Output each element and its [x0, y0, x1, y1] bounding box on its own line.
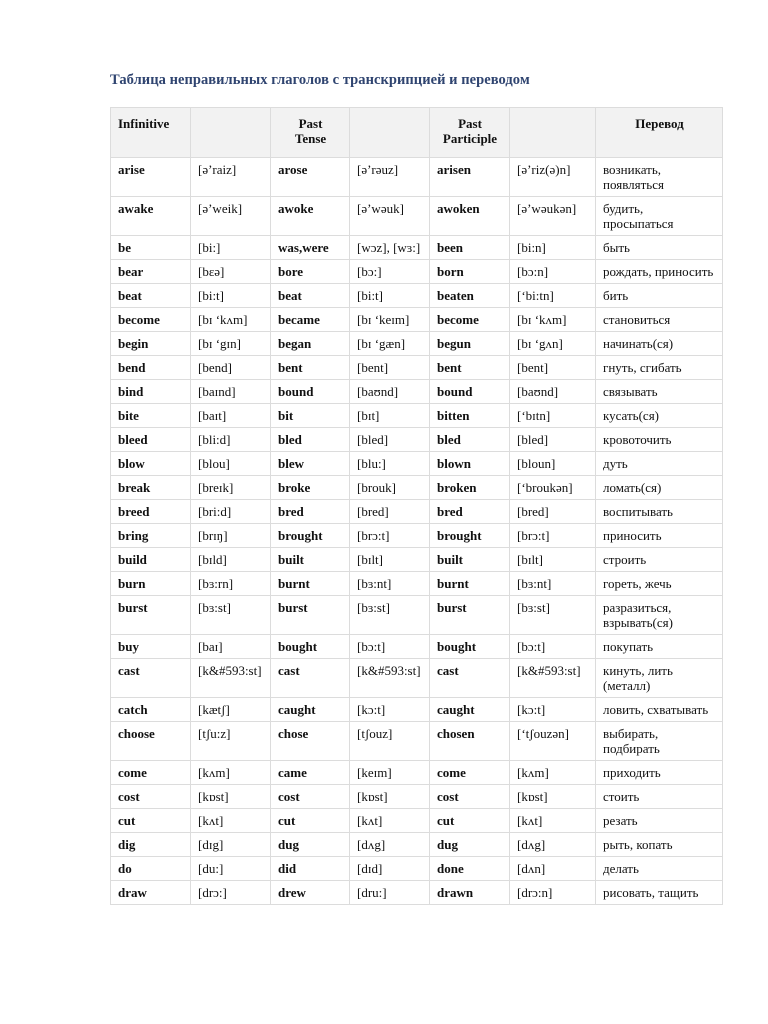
table-row: [111, 332, 723, 356]
cell-past-participle: burnt: [430, 572, 510, 596]
cell-past-participle-transcription: [ə’wəukən]: [510, 197, 596, 236]
table-row: [111, 857, 723, 881]
cell-past-participle: built: [430, 548, 510, 572]
cell-infinitive: choose: [111, 722, 191, 761]
cell-past-participle-transcription: [dʌn]: [510, 857, 596, 881]
cell-past-participle-transcription: [‘bɪtn]: [510, 404, 596, 428]
header-translation: Перевод: [596, 108, 723, 158]
cell-translation: связывать: [596, 380, 723, 404]
table-row: [111, 881, 723, 905]
header-past-tense-transcription: [350, 108, 430, 158]
cell-past-participle: burst: [430, 596, 510, 635]
cell-past-tense-transcription: [bɪlt]: [350, 548, 430, 572]
cell-past-tense-transcription: [bled]: [350, 428, 430, 452]
cell-translation: начинать(ся): [596, 332, 723, 356]
cell-past-tense-transcription: [dɪd]: [350, 857, 430, 881]
cell-past-participle-transcription: [brɔ:t]: [510, 524, 596, 548]
table-row: [111, 236, 723, 260]
cell-past-tense-transcription: [blu:]: [350, 452, 430, 476]
cell-infinitive-transcription: [bi:]: [191, 236, 271, 260]
table-body: [111, 108, 723, 905]
cell-past-tense-transcription: [k&#593:st]: [350, 659, 430, 698]
cell-past-participle-transcription: [bloun]: [510, 452, 596, 476]
cell-past-participle-transcription: [‘broukən]: [510, 476, 596, 500]
cell-past-tense-transcription: [bɪt]: [350, 404, 430, 428]
cell-translation: гнуть, сгибать: [596, 356, 723, 380]
cell-infinitive: become: [111, 308, 191, 332]
cell-past-participle-transcription: [bɪlt]: [510, 548, 596, 572]
cell-translation: быть: [596, 236, 723, 260]
cell-infinitive: bring: [111, 524, 191, 548]
table-row: [111, 356, 723, 380]
table-row: [111, 524, 723, 548]
cell-past-participle-transcription: [kʌt]: [510, 809, 596, 833]
cell-infinitive-transcription: [baɪnd]: [191, 380, 271, 404]
cell-translation: ловить, схватывать: [596, 698, 723, 722]
cell-past-tense-transcription: [dʌg]: [350, 833, 430, 857]
cell-past-participle-transcription: [kɒst]: [510, 785, 596, 809]
cell-past-tense-transcription: [bɪ ‘keɪm]: [350, 308, 430, 332]
cell-infinitive-transcription: [breɪk]: [191, 476, 271, 500]
cell-infinitive: catch: [111, 698, 191, 722]
cell-past-participle: cast: [430, 659, 510, 698]
cell-past-tense: bought: [271, 635, 350, 659]
table-row: [111, 785, 723, 809]
cell-past-tense-transcription: [wɔz], [wɜ:]: [350, 236, 430, 260]
cell-infinitive-transcription: [drɔ:]: [191, 881, 271, 905]
cell-past-participle: drawn: [430, 881, 510, 905]
cell-past-tense: chose: [271, 722, 350, 761]
header-past-tense: Past Tense: [271, 108, 350, 158]
cell-past-participle-transcription: [bi:n]: [510, 236, 596, 260]
cell-infinitive-transcription: [ə’raiz]: [191, 158, 271, 197]
cell-infinitive-transcription: [ə’weik]: [191, 197, 271, 236]
cell-translation: бить: [596, 284, 723, 308]
cell-translation: рыть, копать: [596, 833, 723, 857]
header-infinitive-transcription: [191, 108, 271, 158]
cell-infinitive: buy: [111, 635, 191, 659]
cell-past-participle-transcription: [bred]: [510, 500, 596, 524]
cell-past-tense: caught: [271, 698, 350, 722]
table-row: [111, 428, 723, 452]
cell-infinitive-transcription: [bi:t]: [191, 284, 271, 308]
cell-past-tense: built: [271, 548, 350, 572]
cell-infinitive-transcription: [kʌm]: [191, 761, 271, 785]
table-row: [111, 284, 723, 308]
cell-past-tense: cut: [271, 809, 350, 833]
cell-infinitive-transcription: [bɪ ‘gɪn]: [191, 332, 271, 356]
cell-past-tense-transcription: [baʊnd]: [350, 380, 430, 404]
cell-past-tense: cast: [271, 659, 350, 698]
header-infinitive: Infinitive: [111, 108, 191, 158]
cell-infinitive: bleed: [111, 428, 191, 452]
cell-past-participle: been: [430, 236, 510, 260]
table-row: [111, 635, 723, 659]
cell-translation: кинуть, лить (металл): [596, 659, 723, 698]
cell-infinitive-transcription: [brɪŋ]: [191, 524, 271, 548]
cell-past-participle: done: [430, 857, 510, 881]
cell-past-participle-transcription: [‘tʃouzən]: [510, 722, 596, 761]
cell-translation: резать: [596, 809, 723, 833]
cell-past-participle: begun: [430, 332, 510, 356]
cell-past-tense: dug: [271, 833, 350, 857]
table-row: [111, 500, 723, 524]
table-row: [111, 380, 723, 404]
cell-infinitive: draw: [111, 881, 191, 905]
cell-past-tense: beat: [271, 284, 350, 308]
cell-past-tense-transcription: [bɪ ‘gæn]: [350, 332, 430, 356]
cell-infinitive-transcription: [baɪt]: [191, 404, 271, 428]
cell-past-tense: bent: [271, 356, 350, 380]
cell-translation: стоить: [596, 785, 723, 809]
cell-translation: будить, просыпаться: [596, 197, 723, 236]
cell-infinitive: blow: [111, 452, 191, 476]
cell-infinitive-transcription: [kʌt]: [191, 809, 271, 833]
cell-translation: кровоточить: [596, 428, 723, 452]
cell-past-participle: dug: [430, 833, 510, 857]
cell-past-tense: cost: [271, 785, 350, 809]
cell-infinitive-transcription: [blou]: [191, 452, 271, 476]
cell-infinitive: burst: [111, 596, 191, 635]
cell-infinitive-transcription: [bɛə]: [191, 260, 271, 284]
cell-past-participle-transcription: [ə’riz(ə)n]: [510, 158, 596, 197]
cell-translation: ломать(ся): [596, 476, 723, 500]
cell-past-participle: bound: [430, 380, 510, 404]
cell-translation: строить: [596, 548, 723, 572]
table-row: [111, 452, 723, 476]
cell-translation: воспитывать: [596, 500, 723, 524]
cell-past-tense: blew: [271, 452, 350, 476]
cell-past-participle-transcription: [baʊnd]: [510, 380, 596, 404]
cell-past-tense: broke: [271, 476, 350, 500]
cell-translation: выбирать, подбирать: [596, 722, 723, 761]
table-row: [111, 761, 723, 785]
cell-past-participle: cost: [430, 785, 510, 809]
cell-past-tense-transcription: [bred]: [350, 500, 430, 524]
cell-translation: приходить: [596, 761, 723, 785]
cell-infinitive: breed: [111, 500, 191, 524]
cell-past-participle: arisen: [430, 158, 510, 197]
table-row: [111, 548, 723, 572]
cell-past-participle: blown: [430, 452, 510, 476]
cell-past-tense: came: [271, 761, 350, 785]
table-row: [111, 596, 723, 635]
cell-infinitive: break: [111, 476, 191, 500]
cell-infinitive: come: [111, 761, 191, 785]
cell-past-tense-transcription: [brɔ:t]: [350, 524, 430, 548]
cell-past-participle-transcription: [bɜ:st]: [510, 596, 596, 635]
cell-past-tense-transcription: [bi:t]: [350, 284, 430, 308]
cell-infinitive: do: [111, 857, 191, 881]
cell-past-participle-transcription: [‘bi:tn]: [510, 284, 596, 308]
cell-infinitive-transcription: [bli:d]: [191, 428, 271, 452]
cell-translation: кусать(ся): [596, 404, 723, 428]
cell-past-tense: awoke: [271, 197, 350, 236]
cell-past-tense-transcription: [dru:]: [350, 881, 430, 905]
cell-past-tense: did: [271, 857, 350, 881]
cell-infinitive-transcription: [baɪ]: [191, 635, 271, 659]
table-row: [111, 404, 723, 428]
cell-past-tense: arose: [271, 158, 350, 197]
cell-translation: рисовать, тащить: [596, 881, 723, 905]
cell-past-tense: drew: [271, 881, 350, 905]
cell-infinitive-transcription: [bend]: [191, 356, 271, 380]
cell-past-tense-transcription: [tʃouz]: [350, 722, 430, 761]
table-row: [111, 197, 723, 236]
cell-past-participle-transcription: [bɪ ‘kʌm]: [510, 308, 596, 332]
cell-past-tense: brought: [271, 524, 350, 548]
cell-past-participle: bent: [430, 356, 510, 380]
table-row: [111, 722, 723, 761]
cell-past-tense: began: [271, 332, 350, 356]
cell-infinitive-transcription: [du:]: [191, 857, 271, 881]
cell-infinitive-transcription: [bɪ ‘kʌm]: [191, 308, 271, 332]
cell-translation: делать: [596, 857, 723, 881]
cell-past-participle: become: [430, 308, 510, 332]
cell-past-tense-transcription: [kʌt]: [350, 809, 430, 833]
table-row: [111, 260, 723, 284]
cell-infinitive: bend: [111, 356, 191, 380]
table-row: [111, 476, 723, 500]
cell-past-participle-transcription: [dʌg]: [510, 833, 596, 857]
cell-infinitive-transcription: [bri:d]: [191, 500, 271, 524]
cell-infinitive-transcription: [kætʃ]: [191, 698, 271, 722]
table-row: [111, 572, 723, 596]
table-row: [111, 308, 723, 332]
cell-infinitive-transcription: [k&#593:st]: [191, 659, 271, 698]
cell-past-participle-transcription: [drɔ:n]: [510, 881, 596, 905]
cell-translation: возникать, появляться: [596, 158, 723, 197]
cell-infinitive: bite: [111, 404, 191, 428]
cell-past-tense-transcription: [bɔ:t]: [350, 635, 430, 659]
cell-infinitive-transcription: [kɒst]: [191, 785, 271, 809]
table-row: [111, 698, 723, 722]
cell-past-participle-transcription: [bled]: [510, 428, 596, 452]
cell-past-participle-transcription: [kɔ:t]: [510, 698, 596, 722]
cell-translation: гореть, жечь: [596, 572, 723, 596]
cell-past-tense: became: [271, 308, 350, 332]
cell-infinitive: build: [111, 548, 191, 572]
cell-past-tense: bound: [271, 380, 350, 404]
cell-past-tense-transcription: [ə’wəuk]: [350, 197, 430, 236]
cell-past-tense-transcription: [ə’rəuz]: [350, 158, 430, 197]
cell-past-participle: bled: [430, 428, 510, 452]
cell-infinitive-transcription: [bɜ:st]: [191, 596, 271, 635]
cell-translation: рождать, приносить: [596, 260, 723, 284]
cell-past-participle-transcription: [kʌm]: [510, 761, 596, 785]
cell-infinitive: awake: [111, 197, 191, 236]
cell-past-participle-transcription: [k&#593:st]: [510, 659, 596, 698]
irregular-verbs-table: [110, 107, 723, 905]
cell-infinitive-transcription: [dɪg]: [191, 833, 271, 857]
cell-past-tense: bred: [271, 500, 350, 524]
header-row: [111, 108, 723, 158]
cell-past-participle: come: [430, 761, 510, 785]
cell-translation: становиться: [596, 308, 723, 332]
cell-past-participle: awoken: [430, 197, 510, 236]
cell-past-participle-transcription: [bɔ:n]: [510, 260, 596, 284]
cell-translation: дуть: [596, 452, 723, 476]
cell-past-tense-transcription: [bɔ:]: [350, 260, 430, 284]
cell-infinitive: cost: [111, 785, 191, 809]
cell-past-tense: bore: [271, 260, 350, 284]
cell-past-participle: brought: [430, 524, 510, 548]
cell-past-tense-transcription: [brouk]: [350, 476, 430, 500]
cell-past-participle-transcription: [bɜ:nt]: [510, 572, 596, 596]
cell-past-participle: beaten: [430, 284, 510, 308]
cell-infinitive-transcription: [tʃu:z]: [191, 722, 271, 761]
cell-infinitive-transcription: [bɪld]: [191, 548, 271, 572]
cell-past-tense-transcription: [kɔ:t]: [350, 698, 430, 722]
cell-infinitive: beat: [111, 284, 191, 308]
cell-infinitive: be: [111, 236, 191, 260]
cell-infinitive-transcription: [bɜ:rn]: [191, 572, 271, 596]
cell-infinitive: bind: [111, 380, 191, 404]
cell-infinitive: burn: [111, 572, 191, 596]
cell-past-participle: broken: [430, 476, 510, 500]
cell-past-participle-transcription: [bɔ:t]: [510, 635, 596, 659]
cell-infinitive: bear: [111, 260, 191, 284]
cell-infinitive: dig: [111, 833, 191, 857]
cell-past-participle: caught: [430, 698, 510, 722]
page-title: Таблица неправильных глаголов с транскрипцией и переводом: [110, 72, 530, 88]
cell-past-tense-transcription: [bent]: [350, 356, 430, 380]
header-past-participle: Past Participle: [430, 108, 510, 158]
cell-past-tense: burst: [271, 596, 350, 635]
cell-translation: приносить: [596, 524, 723, 548]
cell-past-tense-transcription: [bɜ:st]: [350, 596, 430, 635]
cell-translation: покупать: [596, 635, 723, 659]
cell-past-tense: burnt: [271, 572, 350, 596]
cell-past-tense: bled: [271, 428, 350, 452]
cell-infinitive: cut: [111, 809, 191, 833]
cell-past-participle: born: [430, 260, 510, 284]
table-row: [111, 158, 723, 197]
cell-past-participle: chosen: [430, 722, 510, 761]
header-past-participle-transcription: [510, 108, 596, 158]
table-row: [111, 659, 723, 698]
cell-past-participle-transcription: [bent]: [510, 356, 596, 380]
cell-past-tense-transcription: [kɒst]: [350, 785, 430, 809]
cell-past-participle-transcription: [bɪ ‘gʌn]: [510, 332, 596, 356]
cell-past-tense-transcription: [keɪm]: [350, 761, 430, 785]
cell-past-participle: bought: [430, 635, 510, 659]
table-row: [111, 809, 723, 833]
cell-past-tense-transcription: [bɜ:nt]: [350, 572, 430, 596]
cell-infinitive: cast: [111, 659, 191, 698]
table-row: [111, 833, 723, 857]
cell-past-participle: bitten: [430, 404, 510, 428]
cell-infinitive: arise: [111, 158, 191, 197]
cell-past-participle: bred: [430, 500, 510, 524]
cell-translation: разразиться, взрывать(ся): [596, 596, 723, 635]
cell-past-tense: was,were: [271, 236, 350, 260]
cell-past-tense: bit: [271, 404, 350, 428]
cell-past-participle: cut: [430, 809, 510, 833]
cell-infinitive: begin: [111, 332, 191, 356]
